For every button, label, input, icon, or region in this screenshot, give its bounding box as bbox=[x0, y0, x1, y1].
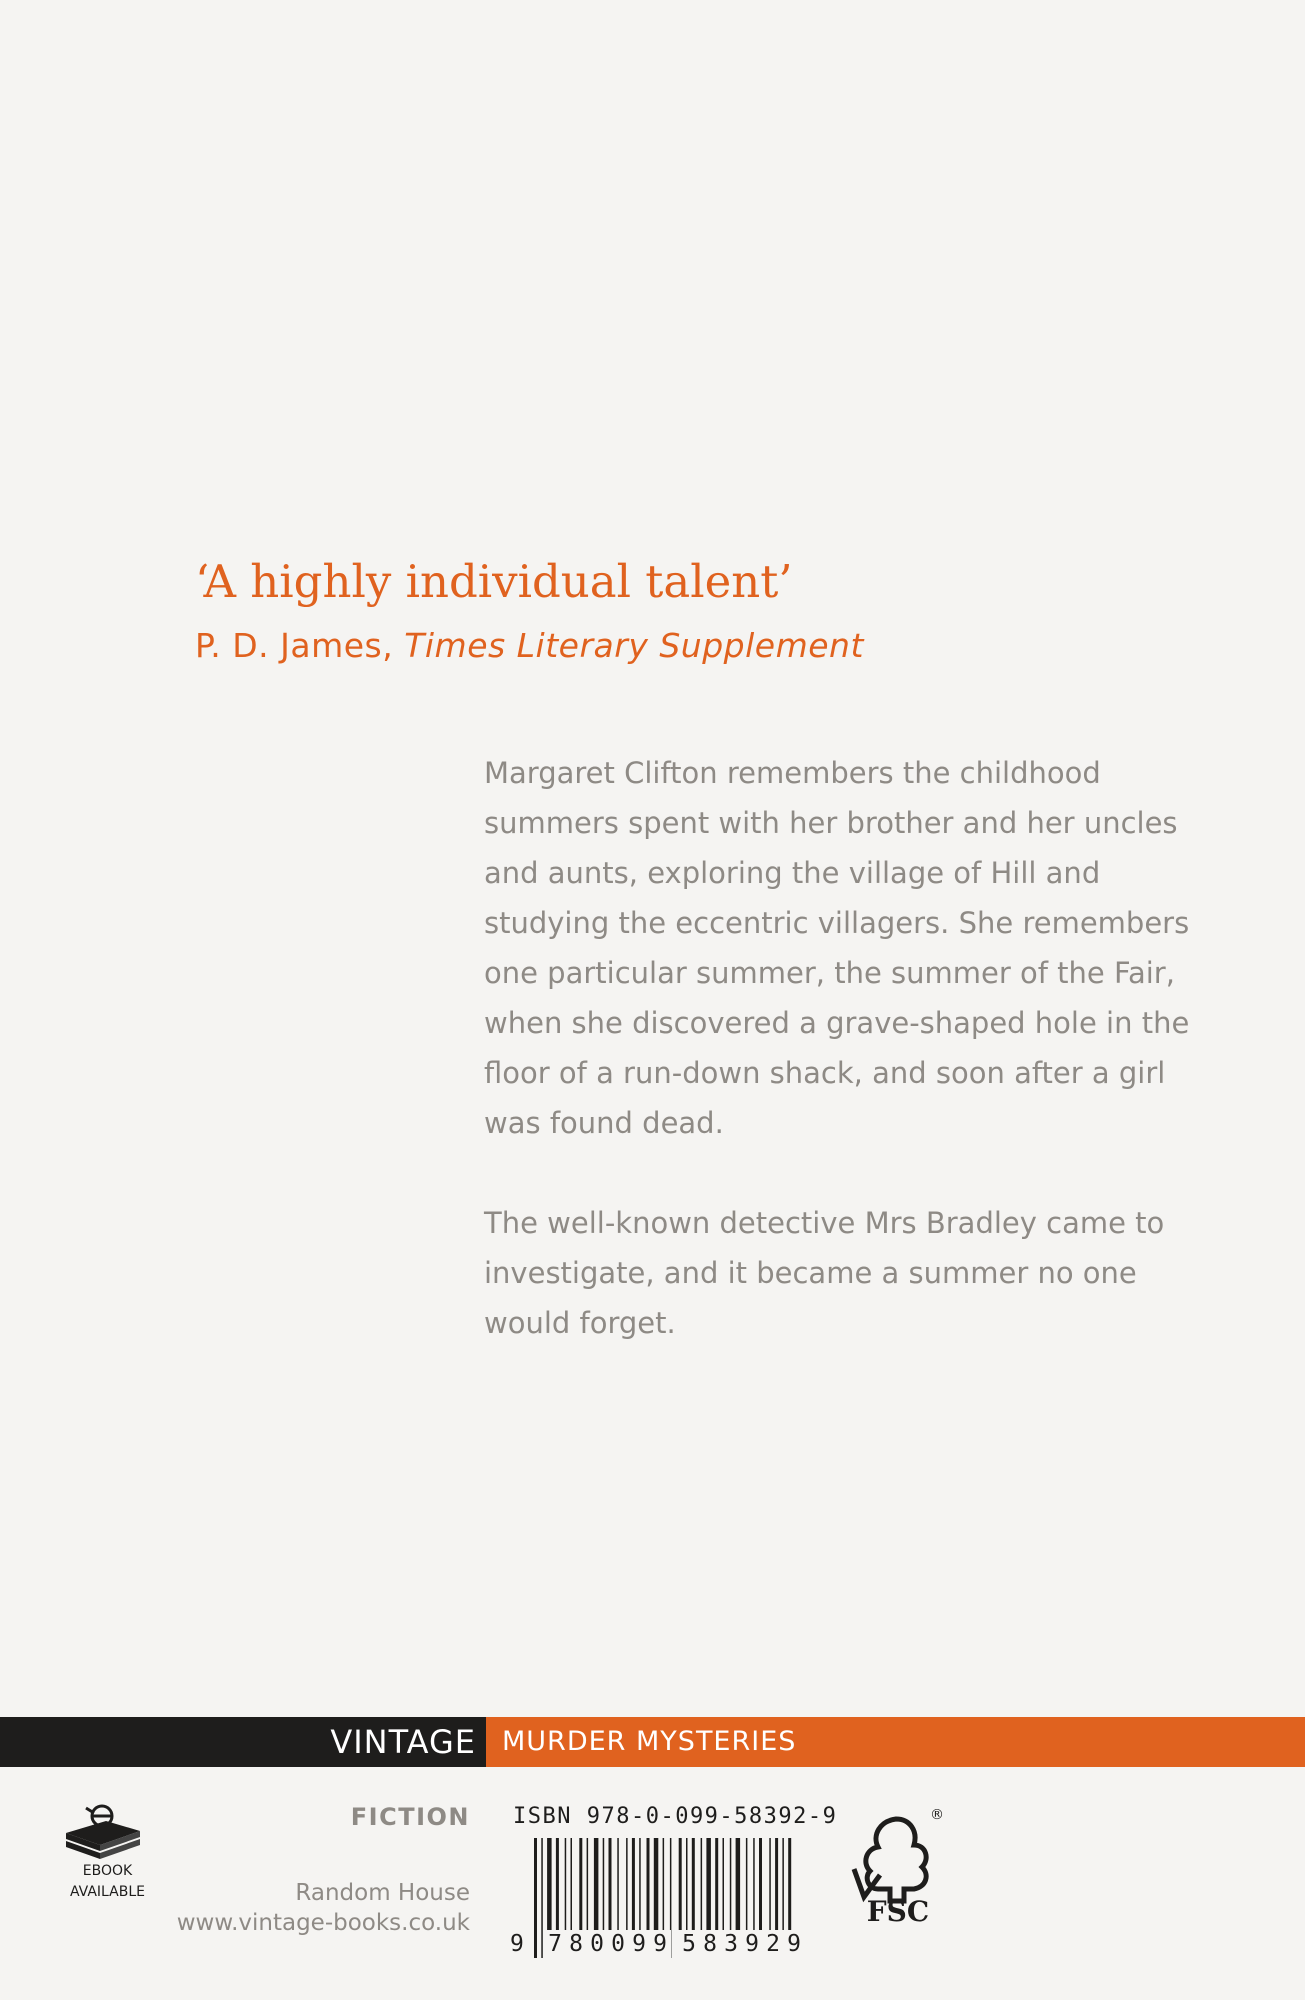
barcode-digit: 8 bbox=[565, 1930, 587, 1958]
barcode-digit: 9 bbox=[628, 1930, 650, 1958]
barcode-digit: 9 bbox=[649, 1930, 671, 1958]
series-band-orange bbox=[486, 1717, 1305, 1767]
imprint-band-black bbox=[0, 1717, 486, 1767]
barcode-digit: 7 bbox=[544, 1930, 566, 1958]
barcode-lead-digit: 9 bbox=[510, 1931, 524, 1957]
imprint-name: VINTAGE bbox=[330, 1723, 476, 1761]
review-source: Times Literary Supplement bbox=[404, 626, 864, 665]
barcode-digit: 0 bbox=[586, 1930, 608, 1958]
series-name: MURDER MYSTERIES bbox=[502, 1726, 797, 1757]
fsc-label: FSC bbox=[866, 1895, 930, 1925]
barcode-digit: 9 bbox=[741, 1930, 763, 1958]
category-label: FICTION bbox=[350, 1803, 470, 1831]
review-author: P. D. James, bbox=[195, 626, 394, 665]
ebook-available-label: EBOOK AVAILABLE bbox=[69, 1863, 146, 1900]
fsc-registered-mark: ® bbox=[930, 1807, 944, 1823]
barcode-digit: 9 bbox=[783, 1930, 805, 1958]
barcode-digit: 3 bbox=[720, 1930, 742, 1958]
blurb-paragraph-1: Margaret Clifton remembers the childhood summers spent with her brother and her uncles and aunts, exploring the village of Hill and studying the eccentric villagers. She remembers one particular summer, the summer of the Fair, when she discovered a grave-shaped hole in the floor of a run-down shack, and soon after a girl was found dead. bbox=[484, 756, 1190, 1140]
barcode-digits bbox=[510, 1930, 810, 1958]
isbn-barcode bbox=[510, 1838, 810, 1958]
blurb-paragraph-2: The well-known detective Mrs Bradley came to investigate, and it became a summer no one would forget. bbox=[484, 1206, 1165, 1340]
review-quote: ‘A highly individual talent’ bbox=[195, 555, 793, 608]
barcode-digit: 2 bbox=[762, 1930, 784, 1958]
imprint-band bbox=[0, 1717, 1305, 1767]
publisher-website[interactable]: www.vintage-books.co.uk bbox=[176, 1910, 470, 1936]
ebook-stack-icon bbox=[62, 1803, 144, 1861]
barcode-digit: 5 bbox=[678, 1930, 700, 1958]
barcode-digit: 8 bbox=[699, 1930, 721, 1958]
barcode-digit: 0 bbox=[607, 1930, 629, 1958]
publisher-name: Random House bbox=[295, 1880, 470, 1906]
review-attribution bbox=[195, 624, 864, 668]
fsc-tree-icon bbox=[850, 1805, 945, 1925]
isbn-label: ISBN 978-0-099-58392-9 bbox=[513, 1804, 838, 1829]
